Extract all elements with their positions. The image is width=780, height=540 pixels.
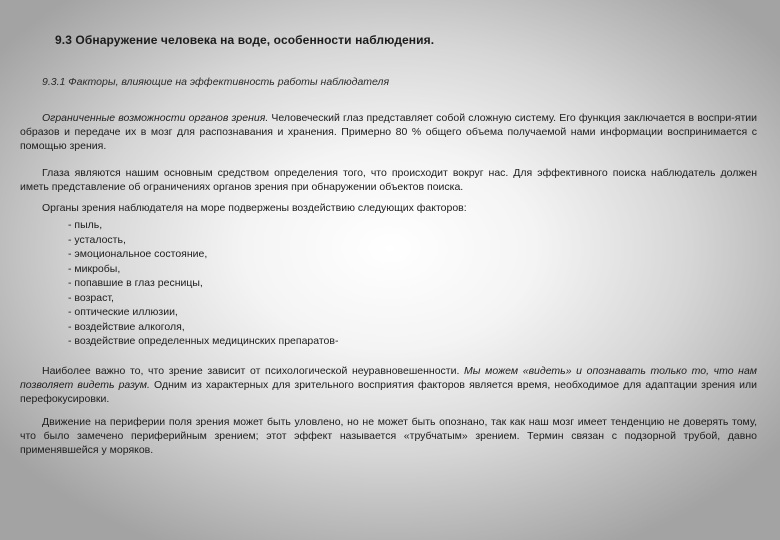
paragraph-vision-limits [20, 111, 757, 153]
paragraph-italic-quote: Мы можем «видеть» и опознавать только то, что нам позволяет видеть разум. [20, 365, 757, 391]
paragraph-psychology [20, 364, 757, 406]
paragraph-factors-intro [20, 201, 757, 215]
paragraph-peripheral-vision [20, 415, 757, 457]
list-item: - оптические иллюзии, [68, 306, 178, 318]
list-item: - микробы, [68, 262, 121, 275]
subsection-title: 9.3.1 Факторы, влияющие на эффективность работы наблюдателя [42, 76, 390, 88]
paragraph-eyes-means [20, 166, 757, 194]
list-item: - пыль, [68, 219, 103, 231]
section-title: 9.3 Обнаружение человека на воде, особенности наблюдения. [55, 33, 435, 47]
list-item: - эмоциональное состояние, [68, 248, 208, 260]
list-item: - усталость, [68, 233, 126, 246]
list-item: - воздействие определенных медицинских препаратов- [68, 335, 339, 347]
paragraph-text: Глаза являются нашим основным средством определения того, что происходит вокруг нас. Для эффективного поиска наблюдатель должен иметь представление об ограничениях органов зрения при обнаружении объектов поиска. [20, 167, 757, 193]
paragraph-text: Человеческий глаз представляет собой сложную систему. Его функция заключается в воспри-ятии образов и передаче их в мозг для распознавания и хранения. Примерно 80 % общего объема получаемой нами информации воспринимается с помощью зрения. [20, 112, 757, 152]
paragraph-text: Наиболее важно то, что зрение зависит от психологической неуравновешенности. [42, 365, 465, 377]
list-item: - воздействие алкоголя, [68, 320, 185, 333]
paragraph-text: Органы зрения наблюдателя на море подвержены воздействию следующих факторов: [42, 202, 467, 214]
paragraph-text: Одним из характерных для зрительного восприятия факторов является время, необходимое для адаптации зрения или перефокусировки. [20, 379, 757, 405]
list-item: - попавшие в глаз ресницы, [68, 277, 203, 289]
list-item: - возраст, [68, 291, 114, 304]
paragraph-lead-italic: Ограниченные возможности органов зрения. [42, 112, 269, 124]
factors-list [68, 218, 338, 349]
paragraph-text: Движение на периферии поля зрения может быть уловлено, но не может быть опознано, так как наш мозг имеет тенденцию не доверять тому, что было замечено периферийным зрением; этот эффект называется «трубчатым» зрением. Термин связан с подзорной трубой, давно применявшейся у моряков. [20, 416, 757, 456]
